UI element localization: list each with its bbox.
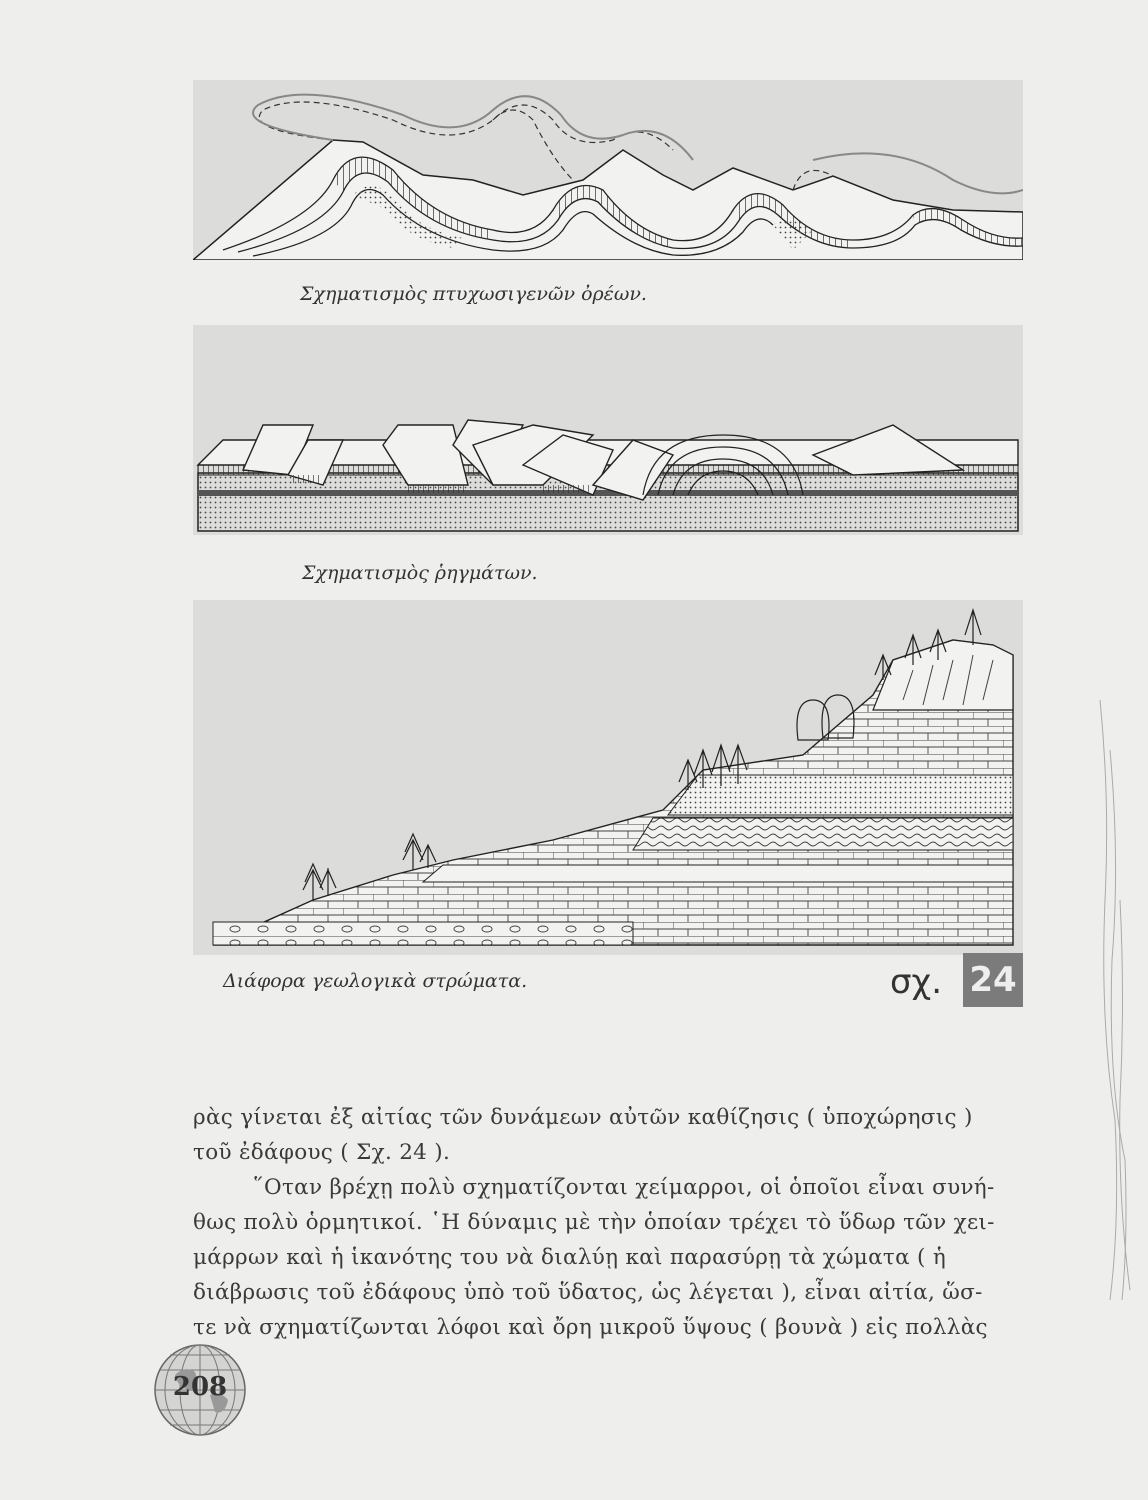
margin-marks xyxy=(1040,600,1140,1320)
text-line: τε νὰ σχηματίζωνται λόφοι καὶ ὄρη μικροῦ ὕψους ( βουνὰ ) εἰς πολλὰς xyxy=(193,1315,988,1340)
text-line: θως πολὺ ὁρμητικοί. ῾Η δύναμις μὲ τὴν ὁποίαν τρέχει τὸ ὕδωρ τῶν χει- xyxy=(193,1210,995,1235)
text-line: διάβρωσις τοῦ ἐδάφους ὑπὸ τοῦ ὕδατος, ὡς λέγεται ), εἶναι αἰτία, ὥσ- xyxy=(193,1280,983,1305)
strata-caption: Διάφορα γεωλογικὰ στρώματα. xyxy=(223,970,528,992)
text-line: ῞Οταν βρέχῃ πολὺ σχηματίζονται χείμαρροι, οἱ ὁποῖοι εἶναι συνή- xyxy=(253,1175,995,1200)
page-number: 208 xyxy=(172,1372,228,1402)
fault-blocks-illustration xyxy=(193,325,1023,535)
body-paragraph-2 xyxy=(193,1170,1023,1205)
fold-mountains-caption: Σχηματισμὸς πτυχωσιγενῶν ὀρέων. xyxy=(300,283,647,305)
body-paragraph-1 xyxy=(193,1100,1023,1170)
figure-number-badge: 24 xyxy=(963,953,1023,1007)
body-paragraph-2-cont xyxy=(193,1205,1023,1345)
faults-caption: Σχηματισμὸς ῥηγμάτων. xyxy=(302,562,538,584)
figure-label: σχ. xyxy=(890,962,942,1002)
text-line: ρὰς γίνεται ἐξ αἰτίας τῶν δυνάμεων αὐτῶν καθίζησις ( ὑποχώρησις ) xyxy=(193,1105,973,1130)
fold-mountains-illustration xyxy=(193,80,1023,260)
text-line: μάρρων καὶ ἡ ἱκανότης του νὰ διαλύῃ καὶ παρασύρῃ τὰ χώματα ( ἡ xyxy=(193,1245,947,1270)
text-line: τοῦ ἐδάφους ( Σχ. 24 ). xyxy=(193,1140,451,1165)
geological-strata-illustration xyxy=(193,600,1023,955)
